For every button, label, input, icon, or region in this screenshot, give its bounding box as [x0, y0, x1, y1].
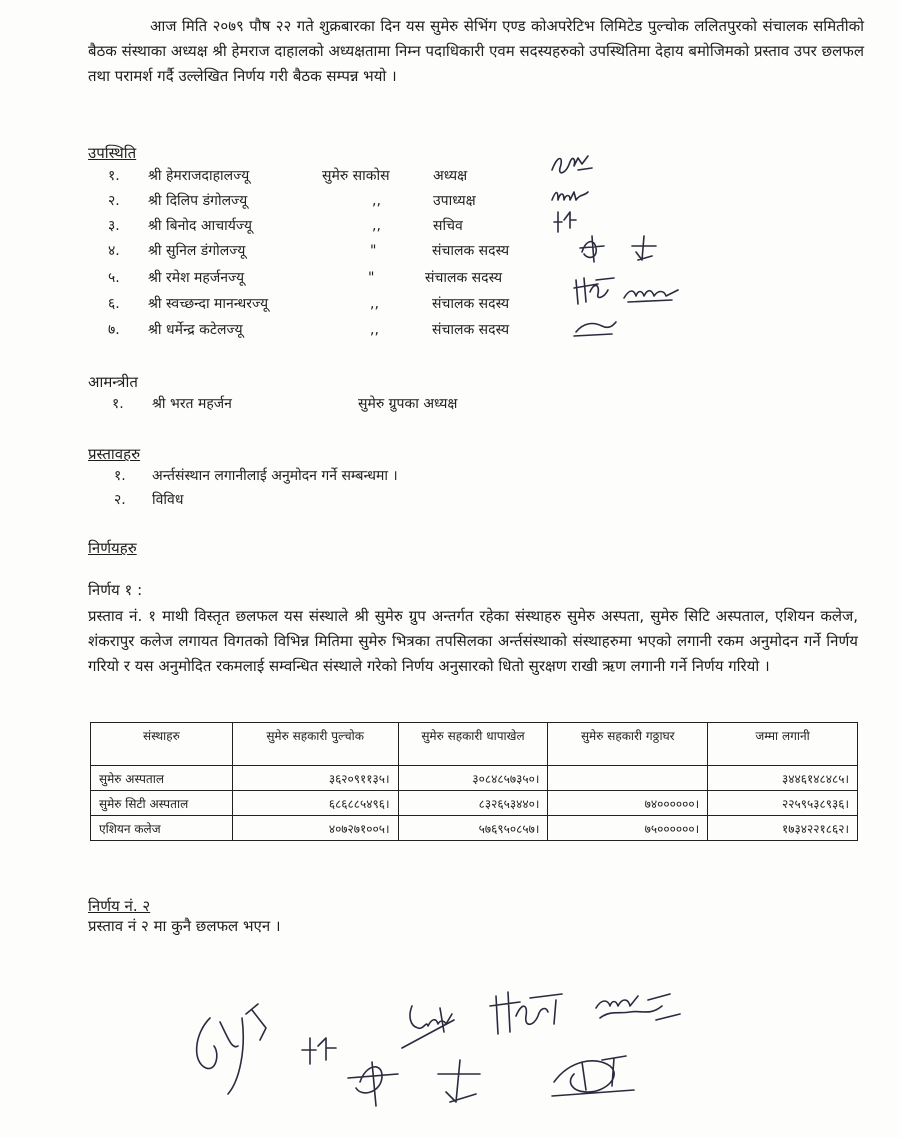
- amount-cell: [548, 766, 708, 791]
- member-role: सचिव: [433, 218, 463, 234]
- decision-1-body: प्रस्ताव नं. १ माथी विस्तृत छलफल यस संस्थाले श्री सुमेरु ग्रुप अन्तर्गत रहेका संस्थाहरु सुमेरु अस्पता, सुमेरु सिटि अस्पताल, एशियन कलेज, शंकरापुर कलेज लगायत विगतको विभिन्न मितिमा सुमेरु भित्रका तपसिलका अर्न्तसंस्थाको संस्थाहरुमा भएको लगानी रकम अनुमोदन गर्ने निर्णय गरियो र यस अनुमोदित रकमलाई सम्वन्धित संस्थाले गरेको निर्णय अनुसारको धितो सुरक्षण राखी ऋण लगानी गर्ने निर्णय गरियो ।: [88, 607, 858, 675]
- member-name: श्री सुनिल डंगोलज्यू: [148, 243, 246, 259]
- member-name: श्री बिनोद आचार्यज्यू: [148, 218, 252, 234]
- member-name: श्री धर्मेन्द्र कटेलज्यू: [148, 322, 243, 338]
- decision-2-title: निर्णय नं. २: [88, 897, 151, 915]
- invitees-heading: आमन्त्रीत: [88, 373, 138, 391]
- intro-paragraph: आज मिति २०७९ पौष २२ गते शुक्रबारका दिन यस सुमेरु सेभिंग एण्ड कोअपरेटिभ लिमिटेड पुल्चोक ललितपुरको संचालक समितीको बैठक संस्थाका अध्यक्ष श्री हेमराज दाहालको अध्यक्षतामा निम्न पदाधिकारी एवम सदस्यहरुको उपस्थितिमा देहाय बमोजिमको प्रस्ताव उपर छलफल तथा परामर्श गर्दै उल्लेखित निर्णय गरी बैठक सम्पन्न भयो ।: [88, 17, 864, 85]
- signature-image: [572, 316, 620, 340]
- attendance-heading: उपस्थिति: [88, 144, 137, 162]
- signature-image: [570, 270, 620, 310]
- institution-cell: एशियन कलेज: [91, 816, 233, 841]
- table-header-cell: जम्मा लगानी: [708, 723, 858, 766]
- attendance-row: [0, 318, 900, 342]
- member-number: १.: [108, 168, 120, 184]
- member-org: ,,: [372, 193, 381, 209]
- invitee-name: श्री भरत महर्जन: [152, 396, 232, 412]
- signature-image: [620, 280, 682, 308]
- attendance-row: [0, 239, 900, 263]
- amount-cell: ५७६९५०८५७।: [398, 816, 548, 841]
- member-role: संचालक सदस्य: [432, 296, 510, 312]
- amount-cell: ६८६८८५४९६।: [232, 791, 398, 816]
- member-number: ३.: [108, 218, 120, 234]
- signature-image: [392, 994, 474, 1058]
- proposal-text: अर्न्तसंस्थान लगानीलाई अनुमोदन गर्ने सम्बन्धमा ।: [152, 468, 398, 484]
- invitee-number: १.: [112, 396, 124, 412]
- member-name: श्री हेमराजदाहालज्यू: [148, 168, 250, 184]
- invitee-role: सुमेरु ग्रुपका अध्यक्ष: [358, 396, 458, 412]
- attendance-row: [0, 292, 900, 316]
- signature-image: [486, 982, 574, 1042]
- member-role: संचालक सदस्य: [425, 270, 503, 286]
- institution-cell: सुमेरु अस्पताल: [91, 766, 233, 791]
- proposal-number: २.: [114, 492, 126, 508]
- amount-cell: ७४००००००।: [548, 791, 708, 816]
- total-cell: १७३४२२१८६२।: [708, 816, 858, 841]
- member-role: अध्यक्ष: [433, 168, 468, 184]
- invitee-row: [0, 392, 900, 416]
- member-org: ,,: [370, 296, 379, 312]
- member-number: २.: [108, 193, 120, 209]
- proposal-number: १.: [114, 468, 126, 484]
- signature-image: [544, 1046, 644, 1104]
- amount-cell: ७५००००००।: [548, 816, 708, 841]
- member-org: सुमेरु साकोस: [322, 168, 390, 184]
- table-header-cell: संस्थाहरु: [91, 723, 233, 766]
- member-number: ७.: [108, 322, 120, 338]
- table-header-cell: सुमेरु सहकारी पुल्चोक: [232, 723, 398, 766]
- attendance-row: [0, 189, 900, 213]
- decision-1-title: निर्णय १ :: [88, 581, 143, 599]
- signature-image: [342, 1052, 502, 1110]
- attendance-row: [0, 214, 900, 238]
- member-name: श्री रमेश महर्जनज्यू: [148, 270, 245, 286]
- proposal-row: [0, 488, 900, 512]
- amount-cell: ४०७२७१००५।: [232, 816, 398, 841]
- table-header-row: [91, 723, 858, 766]
- proposal-text: विविध: [152, 492, 184, 508]
- table-row: [91, 766, 858, 791]
- member-name: श्री स्वच्छन्दा मानन्धरज्यू: [148, 296, 269, 312]
- table-header-cell: सुमेरु सहकारी गठ्ठाघर: [548, 723, 708, 766]
- proposal-row: [0, 464, 900, 488]
- signature-image: [180, 988, 280, 1100]
- total-cell: ३४४६१४८४८५।: [708, 766, 858, 791]
- member-org: ,,: [370, 322, 379, 338]
- member-org: ": [368, 270, 375, 286]
- signature-image: [548, 186, 594, 208]
- member-role: संचालक सदस्य: [432, 243, 510, 259]
- attendance-row: [0, 266, 900, 290]
- member-role: उपाध्यक्ष: [433, 193, 476, 209]
- member-number: ४.: [108, 243, 120, 259]
- signature-image: [590, 986, 686, 1036]
- signature-image: [298, 1030, 342, 1070]
- member-number: ५.: [108, 270, 120, 286]
- amount-cell: ३०८४८५७३५०।: [398, 766, 548, 791]
- member-number: ६.: [108, 296, 120, 312]
- member-org: ": [370, 243, 377, 259]
- total-cell: २२५९५३८९३६।: [708, 791, 858, 816]
- attendance-row: [0, 164, 900, 188]
- institution-cell: सुमेरु सिटी अस्पताल: [91, 791, 233, 816]
- table-row: [91, 791, 858, 816]
- table-header-cell: सुमेरु सहकारी धापाखेल: [398, 723, 548, 766]
- decisions-heading: निर्णयहरु: [88, 539, 137, 557]
- table-row: [91, 816, 858, 841]
- amount-cell: ८३२६५३४४०।: [398, 791, 548, 816]
- member-name: श्री दिलिप डंगोलज्यू: [148, 193, 248, 209]
- signature-image: [548, 148, 600, 184]
- member-role: संचालक सदस्य: [432, 322, 510, 338]
- decision-2-body: प्रस्ताव नं २ मा कुनै छलफल भएन ।: [88, 917, 281, 935]
- member-org: ,,: [372, 218, 381, 234]
- signature-image: [578, 232, 668, 266]
- signature-image: [550, 208, 580, 236]
- amount-cell: ३६२०९११३५।: [232, 766, 398, 791]
- proposals-heading: प्रस्तावहरु: [88, 445, 141, 463]
- investment-table: [90, 722, 858, 841]
